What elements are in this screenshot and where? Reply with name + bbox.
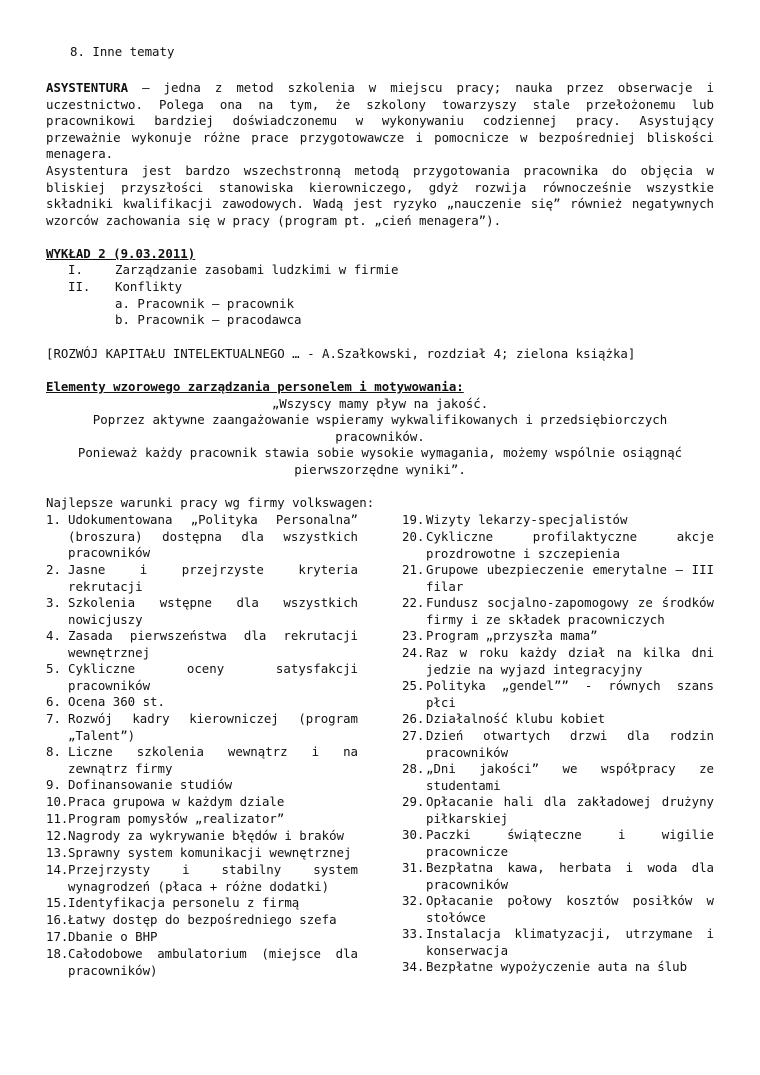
list-item-number: 31. (402, 860, 425, 875)
list-item-number: 34. (402, 959, 425, 974)
asystentura-paragraph (46, 80, 714, 163)
list-item (402, 645, 714, 678)
list-item-number: 28. (402, 761, 425, 776)
top-item: 8. Inne tematy (70, 44, 175, 59)
outline-num: I. (68, 262, 83, 277)
list-item-text: Szkolenia wstępne dla wszystkich nowicjuszy (68, 595, 358, 627)
list-item-text: Liczne szkolenia wewnątrz i na zewnątrz firmy (68, 744, 358, 776)
list-item-text: Program pomysłów „realizator” (68, 811, 285, 826)
list-item-number: 21. (402, 562, 425, 577)
list-item-text: Przejrzysty i stabilny system wynagrodzeń (płaca + różne dodatki) (68, 862, 358, 894)
list-item-text: Udokumentowana „Polityka Personalna” (broszura) dostępna dla wszystkich pracowników (68, 512, 358, 561)
list-item (46, 929, 358, 946)
list-item (46, 912, 358, 929)
quote-line-1: „Wszyscy mamy pływ na jakość. (271, 396, 489, 411)
list-item-number: 17. (46, 929, 69, 944)
list-item-number: 6. (46, 694, 61, 709)
list-item (46, 811, 358, 828)
list-item (402, 794, 714, 827)
list-item-text: Dofinansowanie studiów (68, 777, 233, 792)
list-item-number: 13. (46, 845, 69, 860)
quote-line-3: Ponieważ każdy pracownik stawia sobie wysokie wymagania, możemy wspólnie osiągnąć pierwszorzędne wyniki”. (77, 445, 683, 477)
list-item (402, 728, 714, 761)
quote-line-2: Poprzez aktywne zaangażowanie wspieramy wykwalifikowanych i przedsiębiorczych pracowników. (92, 412, 668, 444)
list-item (46, 595, 358, 628)
list-item (46, 744, 358, 777)
list-item-number: 26. (402, 711, 425, 726)
list-item-text: Dzień otwartych drzwi dla rodzin pracowników (426, 728, 714, 760)
elements-heading: Elementy wzorowego zarządzania personelem i motywowania: (46, 379, 464, 394)
list-item (46, 862, 358, 895)
list-item-text: Łatwy dostęp do bezpośredniego szefa (68, 912, 337, 927)
list-item (402, 529, 714, 562)
list-item-text: Zasada pierwszeństwa dla rekrutacji wewnętrznej (68, 628, 358, 660)
list-item-number: 27. (402, 728, 425, 743)
list-item-number: 23. (402, 628, 425, 643)
list-item-number: 12. (46, 828, 69, 843)
list-item-number: 7. (46, 711, 61, 726)
list-item-text: Jasne i przejrzyste kryteria rekrutacji (68, 562, 358, 594)
list-item-number: 33. (402, 926, 425, 941)
outline-text: Konflikty (115, 279, 183, 294)
list-item (46, 845, 358, 862)
list-item-number: 30. (402, 827, 425, 842)
list-item-text: Raz w roku każdy dział na kilka dni jedzie na wyjazd integracyjny (426, 645, 714, 677)
list-item-number: 9. (46, 777, 61, 792)
list-item-text: Działalność klubu kobiet (426, 711, 606, 726)
list-item (402, 827, 714, 860)
list-item-text: Ocena 360 st. (68, 694, 165, 709)
list-item-number: 3. (46, 595, 61, 610)
outline-text: Zarządzanie zasobami ludzkimi w firmie (115, 262, 399, 277)
list-item-text: Bezpłatne wypożyczenie auta na ślub (426, 959, 688, 974)
outline-subitem: a. Pracownik – pracownik (115, 296, 295, 311)
list-item-text: Rozwój kadry kierowniczej (program „Talent”) (68, 711, 358, 743)
list-item (402, 512, 714, 529)
list-item-number: 10. (46, 794, 69, 809)
list-item (402, 959, 714, 976)
list-item-number: 14. (46, 862, 69, 877)
list-item-number: 20. (402, 529, 425, 544)
list-item-number: 22. (402, 595, 425, 610)
list-item (46, 828, 358, 845)
list-item (402, 595, 714, 628)
list-item (46, 562, 358, 595)
list-item (402, 761, 714, 794)
list-item-number: 5. (46, 661, 61, 676)
list-item (46, 946, 358, 979)
list-item-text: Paczki świąteczne i wigilie pracownicze (426, 827, 714, 859)
outline-num: II. (68, 279, 91, 294)
list-item (46, 661, 358, 694)
list-item-text: Praca grupowa w każdym dziale (68, 794, 285, 809)
list-item-number: 24. (402, 645, 425, 660)
list-item-text: Cykliczne profilaktyczne akcje prozdrowotne i szczepienia (426, 529, 714, 561)
asystentura-definition: – jedna z metod szkolenia w miejscu pracy; nauka przez obserwacje i uczestnictwo. Polega ona na tym, że szkolony towarzyszy stale przełożonemu lub pracownikowi bardziej doświadczonemu w wykonywaniu codziennej pracy. Asystujący przeważnie wykonuje różne prace przygotowawcze i pomocnicze w bezpośredniej bliskości menagera. (46, 80, 714, 162)
list-item-text: Cykliczne oceny satysfakcji pracowników (68, 661, 358, 693)
list-item-text: Polityka „gendel”” - równych szans płci (426, 678, 714, 710)
list-item-text: Całodobowe ambulatorium (miejsce dla pracowników) (68, 946, 358, 978)
reference-note: [ROZWÓJ KAPITAŁU INTELEKTUALNEGO … - A.Szałkowski, rozdział 4; zielona książka] (46, 346, 636, 361)
list-item-text: Nagrody za wykrywanie błędów i braków (68, 828, 345, 843)
list-item (402, 893, 714, 926)
list-item (46, 794, 358, 811)
list-item (46, 895, 358, 912)
outline-subitem: b. Pracownik – pracodawca (115, 312, 302, 327)
list-item-number: 1. (46, 512, 61, 527)
list-item-text: Program „przyszła mama” (426, 628, 598, 643)
list-item-number: 29. (402, 794, 425, 809)
list-item-number: 8. (46, 744, 61, 759)
list-item (402, 678, 714, 711)
list-item (402, 628, 714, 645)
list-item-text: Dbanie o BHP (68, 929, 158, 944)
list-intro: Najlepsze warunki pracy wg firmy volkswagen: (46, 495, 375, 510)
list-item-number: 15. (46, 895, 69, 910)
list-item-number: 11. (46, 811, 69, 826)
list-item-number: 19. (402, 512, 425, 527)
list-item-text: Bezpłatna kawa, herbata i woda dla pracowników (426, 860, 714, 892)
list-item-text: Wizyty lekarzy-specjalistów (426, 512, 628, 527)
list-item-number: 32. (402, 893, 425, 908)
list-item (46, 711, 358, 744)
list-item (402, 562, 714, 595)
list-item-number: 2. (46, 562, 61, 577)
list-item (46, 777, 358, 794)
list-item-text: Fundusz socjalno-zapomogowy ze środków firmy i ze składek pracowniczych (426, 595, 714, 627)
asystentura-paragraph-2: Asystentura jest bardzo wszechstronną metodą przygotowania pracownika do objęcia w bliskiej przyszłości stanowiska kierowniczego, gdyż rozwija równocześnie wszystkie składniki kwalifikacji zawodowych. Wadą jest ryzyko „nauczenie się” również negatywnych wzorców zachowania się w pracy (program pt. „cień menagera”). (46, 163, 714, 228)
list-item (402, 926, 714, 959)
list-item-number: 18. (46, 946, 69, 961)
list-item-text: „Dni jakości” we współpracy ze studentami (426, 761, 714, 793)
list-item-text: Opłacanie połowy kosztów posiłków w stołówce (426, 893, 714, 925)
list-item (46, 512, 358, 562)
list-item-number: 25. (402, 678, 425, 693)
list-item (46, 694, 358, 711)
list-item (46, 628, 358, 661)
list-item-number: 4. (46, 628, 61, 643)
list-item-text: Grupowe ubezpieczenie emerytalne – III filar (426, 562, 714, 594)
list-item-number: 16. (46, 912, 69, 927)
list-item-text: Sprawny system komunikacji wewnętrznej (68, 845, 352, 860)
list-item (402, 860, 714, 893)
list-item-text: Instalacja klimatyzacji, utrzymane i konserwacja (426, 926, 714, 958)
lecture-heading: WYKŁAD 2 (9.03.2011) (46, 246, 196, 261)
asystentura-term: ASYSTENTURA (46, 80, 129, 95)
list-item-text: Identyfikacja personelu z firmą (68, 895, 300, 910)
list-item (402, 711, 714, 728)
list-item-text: Opłacanie hali dla zakładowej drużyny piłkarskiej (426, 794, 714, 826)
